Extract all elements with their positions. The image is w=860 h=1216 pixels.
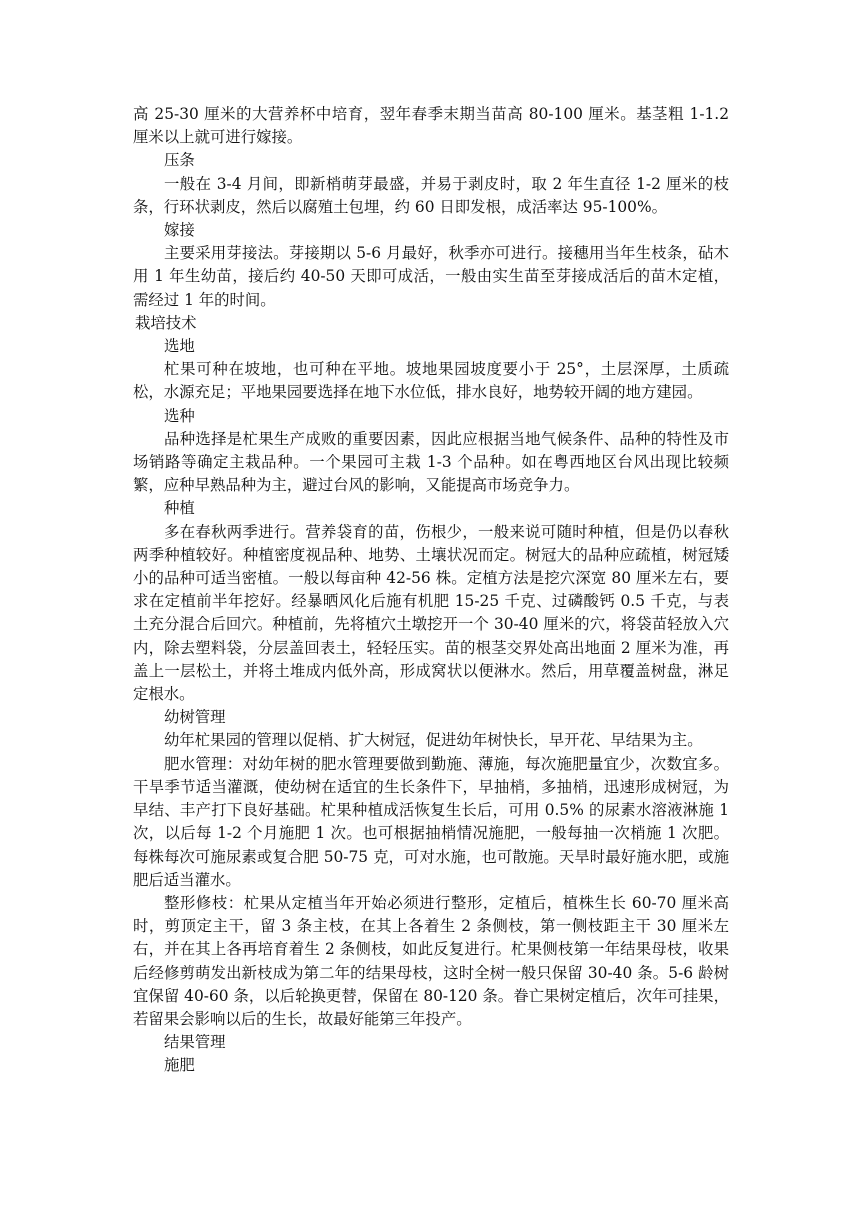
- paragraph-layering: 一般在 3-4 月间，即新梢萌芽最盛，并易于剥皮时，取 2 年生直径 1-2 厘米的枝条，行环状剥皮，然后以腐殖土包埋，约 60 日即发根，成活率达 95-100%。: [133, 174, 729, 216]
- paragraph-grafting: 主要采用芽接法。芽接期以 5-6 月最好，秋季亦可进行。接穗用当年生枝条，砧木用 1 年生幼苗，接后约 40-50 天即可成活，一般由实生苗至芽接成活后的苗木定植，需经过 1 年的时间。: [133, 244, 729, 309]
- paragraph-fertilizer-water: 肥水管理：对幼年树的肥水管理要做到勤施、薄施，每次施肥量宜少，次数宜多。干旱季节适当灌溉，使幼树在适宜的生长条件下，早抽梢，多抽梢，迅速形成树冠，为早结、丰产打下良好基础。杧果种植成活恢复生长后，可用 0.5% 的尿素水溶液淋施 1 次，以后每 1-2 个月施肥 1 次。也可根据抽梢情况施肥，一般每抽一次梢施 1 次肥。每株每次可施尿素或复合肥 50-75 克，可对水施，也可散施。天旱时最好施水肥，或施肥后适当灌水。: [133, 754, 729, 889]
- paragraph-planting: 多在春秋两季进行。营养袋育的苗，伤根少，一般来说可随时种植，但是仍以春秋两季种植较好。种植密度视品种、地势、土壤状况而定。树冠大的品种应疏植，树冠矮小的品种可适当密植。一般以每亩种 42-56 株。定植方法是挖穴深宽 80 厘米左右，要求在定植前半年挖好。经暴晒风化后施有机肥 15-25 千克、过磷酸钙 0.5 千克，与表土充分混合后回穴。种植前，先将植穴土墩挖开一个 30-40 厘米的穴，将袋苗轻放入穴内，除去塑料袋，分层盖回表土，轻轻压实。苗的根茎交界处高出地面 2 厘米为准，再盖上一层松土，并将土堆成内低外高，形成窝状以便淋水。然后，用草覆盖树盘，淋足定根水。: [133, 522, 729, 704]
- paragraph-nursery-continued: 高 25-30 厘米的大营养杯中培育，翌年春季末期当苗高 80-100 厘米。基茎粗 1-1.2 厘米以上就可进行嫁接。: [133, 105, 729, 147]
- subheading-site-selection: 选地: [164, 337, 195, 356]
- document-body: [133, 103, 729, 1078]
- subheading-layering: 压条: [164, 151, 195, 170]
- subheading-planting: 种植: [164, 499, 195, 518]
- paragraph-young-tree-management: 幼年杧果园的管理以促梢、扩大树冠，促进幼年树快长，早开花、早结果为主。: [164, 731, 703, 750]
- subheading-fertilizing: 施肥: [164, 1056, 195, 1075]
- subheading-fruiting-management: 结果管理: [164, 1033, 226, 1052]
- heading-cultivation: 栽培技术: [135, 313, 197, 332]
- subheading-grafting: 嫁接: [164, 221, 195, 240]
- paragraph-variety-selection: 品种选择是杧果生产成败的重要因素，因此应根据当地气候条件、品种的特性及市场销路等确定主栽品种。一个果园可主栽 1-3 个品种。如在粤西地区台风出现比较频繁，应种早熟品种为主，避过台风的影响，又能提高市场竞争力。: [133, 429, 729, 495]
- paragraph-pruning: 整形修枝：杧果从定植当年开始必须进行整形，定植后，植株生长 60-70 厘米高时，剪顶定主干，留 3 条主枝，在其上各着生 2 条侧枝，第一侧枝距主干 30 厘米左右，并在其上各再培育着生 2 条侧枝，如此反复进行。杧果侧枝第一年结果母枝，收果后经修剪萌发出新枝成为第二年的结果母枝，这时全树一般只保留 30-40 条。5-6 龄树宜保留 40-60 条，以后轮换更替，保留在 80-120 条。眷亡果树定植后，次年可挂果，若留果会影响以后的生长，故最好能第三年投产。: [133, 893, 729, 1028]
- subheading-young-tree-management: 幼树管理: [164, 708, 226, 727]
- subheading-variety-selection: 选种: [164, 406, 195, 425]
- paragraph-site-selection: 杧果可种在坡地，也可种在平地。坡地果园坡度要小于 25°，土层深厚，土质疏松，水源充足；平地果园要选择在地下水位低，排水良好，地势较开阔的地方建园。: [133, 360, 729, 402]
